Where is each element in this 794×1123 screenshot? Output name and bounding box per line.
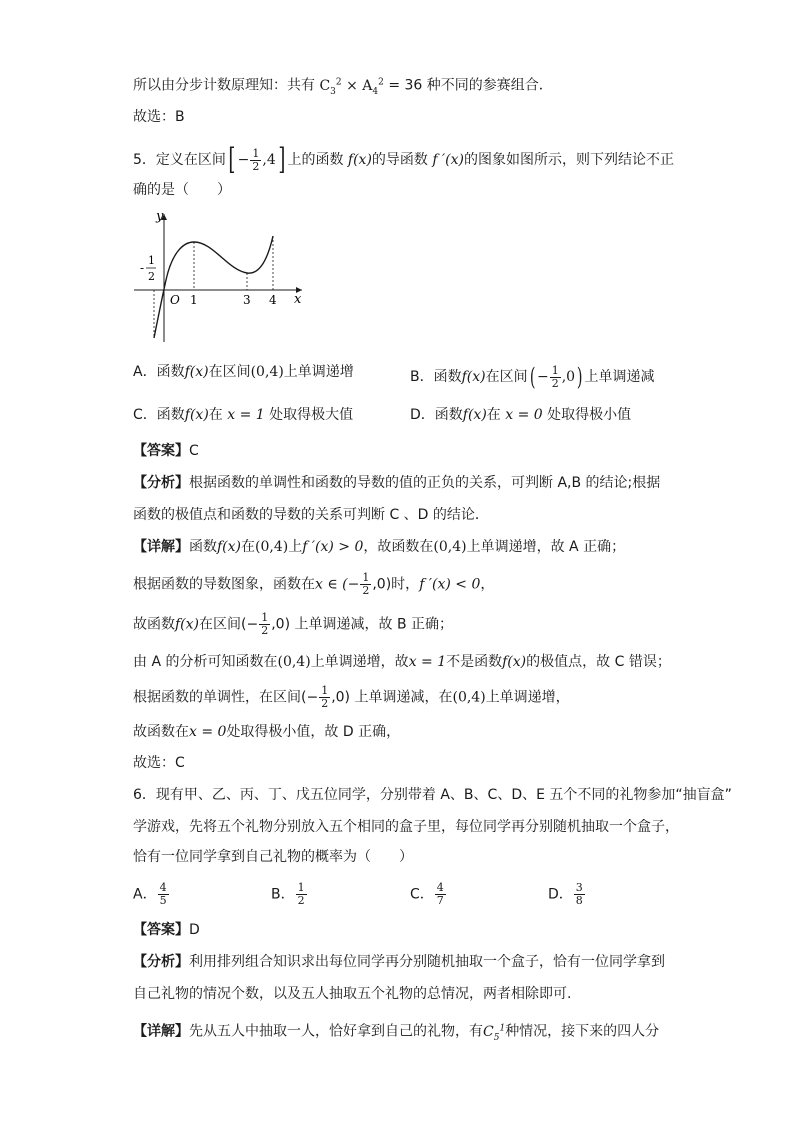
q5-stem-line2: 确的是（ ） xyxy=(133,182,231,198)
combination-c-1-5: $C_5^1$ xyxy=(483,1023,506,1043)
derivative-graph xyxy=(128,208,308,348)
q6-option-b[interactable]: B． $\frac{1}{2}$ xyxy=(271,881,305,907)
neg-half-fraction: $\frac{1}{2}$ xyxy=(252,146,260,173)
tick-label-3: 3 xyxy=(243,293,251,307)
q6-detail-line1: 【详解】先从五人中抽取一人，恰好拿到自己的礼物，有$C_5^1$种情况，接下来的四人分 xyxy=(133,1023,660,1043)
q6-option-c[interactable]: C． $\frac{4}{7}$ xyxy=(410,881,444,907)
conclusion-result: = 36 种不同的参赛组合． xyxy=(388,77,553,94)
conclusion-text: 所以由分步计数原理知：共有 xyxy=(133,77,315,94)
y-axis-label: y xyxy=(156,209,164,224)
q5-option-a[interactable]: A．函数f(x)在区间(0,4)上单调递增 xyxy=(133,364,354,380)
origin-label: O xyxy=(170,293,180,307)
q6-answer: 【答案】D xyxy=(133,922,200,938)
combination-conclusion-line xyxy=(133,72,553,101)
q5-analysis-line1: 【分析】根据函数的单调性和函数的导数的值的正负的关系，可判断 A,B 的结论;根据 xyxy=(133,475,661,491)
answer-choice-line: 故选：B xyxy=(133,109,185,125)
tick-label-1: 1 xyxy=(190,293,198,307)
q6-stem-line3: 恰有一位同学拿到自己礼物的概率为（ ） xyxy=(133,849,413,865)
q5-option-d[interactable]: D．函数f(x)在 x = 0 处取得极小值 xyxy=(410,407,632,423)
q5-detail-line5: 根据函数的单调性，在区间(− $\frac{1}{2}$ ,0) 上单调递减，在(0,4)上单调递增， xyxy=(133,684,570,710)
q5-stem-line1: 5．定义在区间[ − $\frac{1}{2}$ ,4] 上的函数 f(x)的导函数 f ′(x)的图象如图所示，则下列结论不正 xyxy=(133,142,675,177)
q6-stem-line2: 学游戏，先将五个礼物分别放入五个相同的盒子里，每位同学再分别随机抽取一个盒子， xyxy=(133,819,679,835)
derivative-curve xyxy=(154,236,273,338)
q5-detail-line4: 由 A 的分析可知函数在(0,4)上单调递增，故x = 1不是函数f(x)的极值点，故 C 错误； xyxy=(133,654,671,670)
q6-stem-line1: 6．现有甲、乙、丙、丁、戊五位同学，分别带着 A、B、C、D、E 五个不同的礼物参加“抽盲盒” xyxy=(133,787,732,803)
q5-answer: 【答案】C xyxy=(133,443,199,459)
neg-half-denominator: 2 xyxy=(148,270,155,283)
combination-expression: $C_3^2 \times A_4^2$ xyxy=(319,77,384,97)
q5-option-b[interactable]: B．函数f(x)在区间( − $\frac{1}{2}$ ,0) 上单调递减 xyxy=(410,363,655,391)
q5-analysis-line2: 函数的极值点和函数的导数的关系可判断 C 、D 的结论． xyxy=(133,507,489,523)
q6-analysis-line1: 【分析】利用排列组合知识求出每位同学再分别随机抽取一个盒子，恰有一位同学拿到 xyxy=(133,954,665,970)
x-axis-label: x xyxy=(294,292,302,307)
q6-option-d[interactable]: D． $\frac{3}{8}$ xyxy=(548,881,583,907)
q5-detail-line1: 【详解】函数f(x)在(0,4)上f ′(x) > 0，故函数在(0,4)上单调递增，故 A 正确； xyxy=(133,539,626,555)
q6-option-a[interactable]: A． $\frac{4}{5}$ xyxy=(133,881,167,907)
neg-half-numerator: 1 xyxy=(148,254,155,267)
neg-half-sign: - xyxy=(140,261,145,275)
q5-detail-line7: 故选：C xyxy=(133,755,185,771)
q5-option-c[interactable]: C．函数f(x)在 x = 1 处取得极大值 xyxy=(133,407,354,423)
tick-label-4: 4 xyxy=(269,293,277,307)
q5-detail-line3: 故函数f(x)在区间(− $\frac{1}{2}$ ,0) 上单调递减，故 B 正确； xyxy=(133,611,453,637)
q6-analysis-line2: 自己礼物的情况个数，以及五人抽取五个礼物的总情况，两者相除即可. xyxy=(133,986,572,1002)
q5-detail-line2: 根据函数的导数图象，函数在x ∈ (− $\frac{1}{2}$ ,0)时，f ′(x) < 0， xyxy=(133,571,495,597)
q5-detail-line6: 故函数在x = 0处取得极小值，故 D 正确， xyxy=(133,724,401,740)
